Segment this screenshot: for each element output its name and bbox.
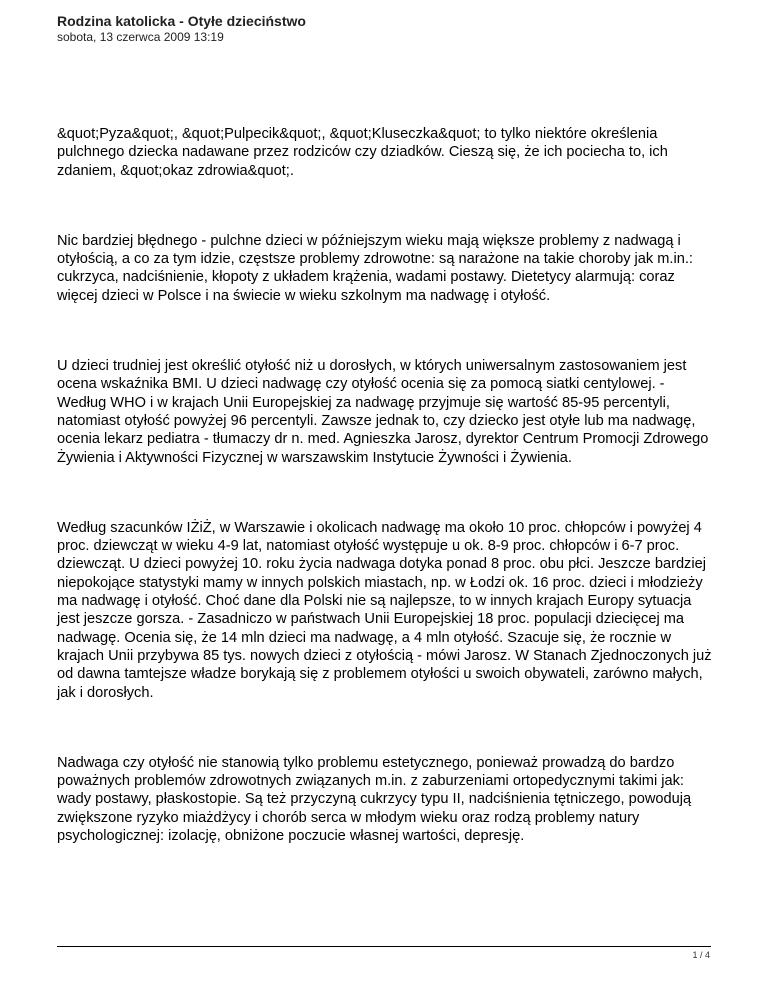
- paragraph-5: Nadwaga czy otyłość nie stanowią tylko problemu estetycznego, ponieważ prowadzą do bardzo poważnych problemów zdrowotnych związanych m.in. z zaburzeniami ortopedycznymi takimi jak: wady postawy, płaskostopie. Są też przyczyną cukrzycy typu II, nadciśnienia tętniczego, powodują zwiększone ryzyko miażdżycy i chorób serca w młodym wieku oraz rodzą problemy natury psychologicznej: izolację, obniżone poczucie własnej wartości, depresję.: [57, 754, 692, 845]
- paragraph-4: Według szacunków IŻiŻ, w Warszawie i okolicach nadwagę ma około 10 proc. chłopców i powyżej 4 proc. dziewcząt w wieku 4-9 lat, natomiast otyłość występuje u ok. 8-9 proc. chłopców i 6-7 proc. dziewcząt. U dzieci powyżej 10. roku życia nadwaga dotyka ponad 8 proc. obu płci. Jeszcze bardziej niepokojące statystyki mamy w innych polskich miastach, np. w Łodzi ok. 16 proc. dzieci i młodzieży ma nadwagę i otyłość. Choć dane dla Polski nie są najlepsze, to w innych krajach Europy sytuacja jest jeszcze gorsza. - Zasadniczo w państwach Unii Europejskiej 18 proc. populacji dziecięcej ma nadwagę. Ocenia się, że 14 mln dzieci ma nadwagę, a 4 mln otyłość. Szacuje się, że rocznie w krajach Unii przybywa 85 tys. nowych dzieci z otyłością - mówi Jarosz. W Stanach Zjednoczonych już od dawna tamtejsze władze borykają się z problemem otyłości u swoich obywateli, zarówno małych, jak i dorosłych.: [57, 519, 712, 701]
- page-title: Rodzina katolicka - Otyłe dzieciństwo: [57, 13, 306, 29]
- paragraph-1: &quot;Pyza&quot;, &quot;Pulpecik&quot;, &quot;Kluseczka&quot; to tylko niektóre określenia pulchnego dziecka nadawane przez rodziców czy dziadków. Cieszą się, że ich pociecha to, ich zdaniem, &quot;okaz zdrowia&quot;.: [57, 126, 668, 179]
- paragraph-spacer: [57, 702, 717, 754]
- document-header: [57, 13, 712, 44]
- paragraph-3: U dzieci trudniej jest określić otyłość niż u dorosłych, w których uniwersalnym zastosowaniem jest ocena wskaźnika BMI. U dzieci nadwagę czy otyłość ocenia się za pomocą siatki centylowej. - Według WHO i w krajach Unii Europejskiej za nadwagę przyjmuje się wartość 85-95 percentyli, natomiast otyłość powyżej 96 percentyli. Zawsze jednak to, czy dziecko jest otyłe lub ma nadwagę, ocenia lekarz pediatra - tłumaczy dr n. med. Agnieszka Jarosz, dyrektor Centrum Promocji Zdrowego Żywienia i Aktywności Fizycznej w warszawskim Instytucie Żywności i Żywienia.: [57, 358, 709, 466]
- paragraph-spacer: [57, 467, 717, 519]
- paragraph-spacer: [57, 305, 717, 357]
- footer-divider: [57, 946, 711, 947]
- paragraph-spacer: [57, 180, 717, 232]
- paragraph-2: Nic bardziej błędnego - pulchne dzieci w późniejszym wieku mają większe problemy z nadwagą i otyłością, a co za tym idzie, częstsze problemy zdrowotne: są narażone na takie choroby jak m.in.: cukrzyca, nadciśnienie, kłopoty z układem krążenia, wadami postawy. Dietetycy alarmują: coraz więcej dzieci w Polsce i na świecie w wieku szkolnym ma nadwagę i otyłość.: [57, 232, 693, 304]
- page-number: 1 / 4: [692, 950, 710, 960]
- article-body: [57, 125, 717, 845]
- publish-date: sobota, 13 czerwca 2009 13:19: [57, 30, 224, 44]
